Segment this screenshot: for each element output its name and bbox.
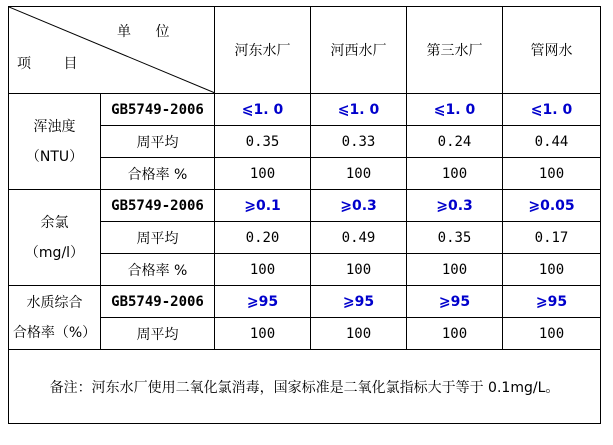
value-cell: 0.49	[311, 222, 407, 254]
value-cell: 100	[215, 158, 311, 190]
row-label: 合格率 %	[101, 254, 215, 286]
plant-header: 河东水厂	[215, 7, 311, 94]
limit-value: ⩾95	[407, 286, 503, 318]
category-unit: 合格率（%）	[12, 324, 97, 341]
value-cell: 100	[503, 158, 601, 190]
row-label: 合格率 %	[101, 158, 215, 190]
row-label: 周平均	[101, 126, 215, 158]
value-cell: 0.17	[503, 222, 601, 254]
value-cell: 100	[503, 318, 601, 350]
category-name: 水质综合	[26, 294, 83, 311]
value-cell: 0.20	[215, 222, 311, 254]
category-unit: （NTU）	[25, 148, 84, 165]
value-cell: 0.44	[503, 126, 601, 158]
value-cell: 100	[215, 318, 311, 350]
value-cell: 100	[407, 254, 503, 286]
value-cell: 0.24	[407, 126, 503, 158]
category-name: 余氯	[40, 214, 69, 231]
limit-value: ⩾0.3	[407, 190, 503, 222]
value-cell: 0.35	[215, 126, 311, 158]
limit-value: ⩽1. 0	[407, 94, 503, 126]
item-label: 项 目	[17, 56, 92, 72]
limit-value: ⩾0.3	[311, 190, 407, 222]
row-label: 周平均	[101, 318, 215, 350]
header-corner-cell	[9, 7, 215, 94]
category-name: 浑浊度	[33, 118, 76, 135]
unit-label: 单 位	[117, 24, 180, 40]
limit-value: ⩽1. 0	[311, 94, 407, 126]
plant-header: 河西水厂	[311, 7, 407, 94]
value-cell: 0.35	[407, 222, 503, 254]
table-row	[9, 286, 601, 318]
value-cell: 0.33	[311, 126, 407, 158]
value-cell: 100	[311, 158, 407, 190]
value-cell: 100	[407, 318, 503, 350]
limit-value: ⩾95	[503, 286, 601, 318]
value-cell: 100	[311, 318, 407, 350]
header-row	[9, 7, 601, 94]
note-row	[9, 350, 601, 424]
limit-value: ⩽1. 0	[503, 94, 601, 126]
limit-value: ⩾95	[215, 286, 311, 318]
row-label: GB5749-2006	[101, 286, 215, 318]
limit-value: ⩾0.05	[503, 190, 601, 222]
note-cell: 备注：河东水厂使用二氧化氯消毒，国家标准是二氧化氯指标大于等于 0.1mg/L。	[9, 350, 601, 424]
category-unit: （mg/l）	[24, 244, 85, 261]
limit-value: ⩾0.1	[215, 190, 311, 222]
category-cell	[9, 286, 101, 350]
value-cell: 100	[503, 254, 601, 286]
diagonal-divider	[9, 7, 215, 93]
table-row	[9, 94, 601, 126]
plant-header: 管网水	[503, 7, 601, 94]
row-label: GB5749-2006	[101, 94, 215, 126]
water-quality-table	[8, 6, 601, 424]
table-row	[9, 190, 601, 222]
value-cell: 100	[407, 158, 503, 190]
value-cell: 100	[215, 254, 311, 286]
plant-header: 第三水厂	[407, 7, 503, 94]
row-label: GB5749-2006	[101, 190, 215, 222]
category-cell	[9, 190, 101, 286]
category-cell	[9, 94, 101, 190]
value-cell: 100	[311, 254, 407, 286]
limit-value: ⩽1. 0	[215, 94, 311, 126]
limit-value: ⩾95	[311, 286, 407, 318]
row-label: 周平均	[101, 222, 215, 254]
